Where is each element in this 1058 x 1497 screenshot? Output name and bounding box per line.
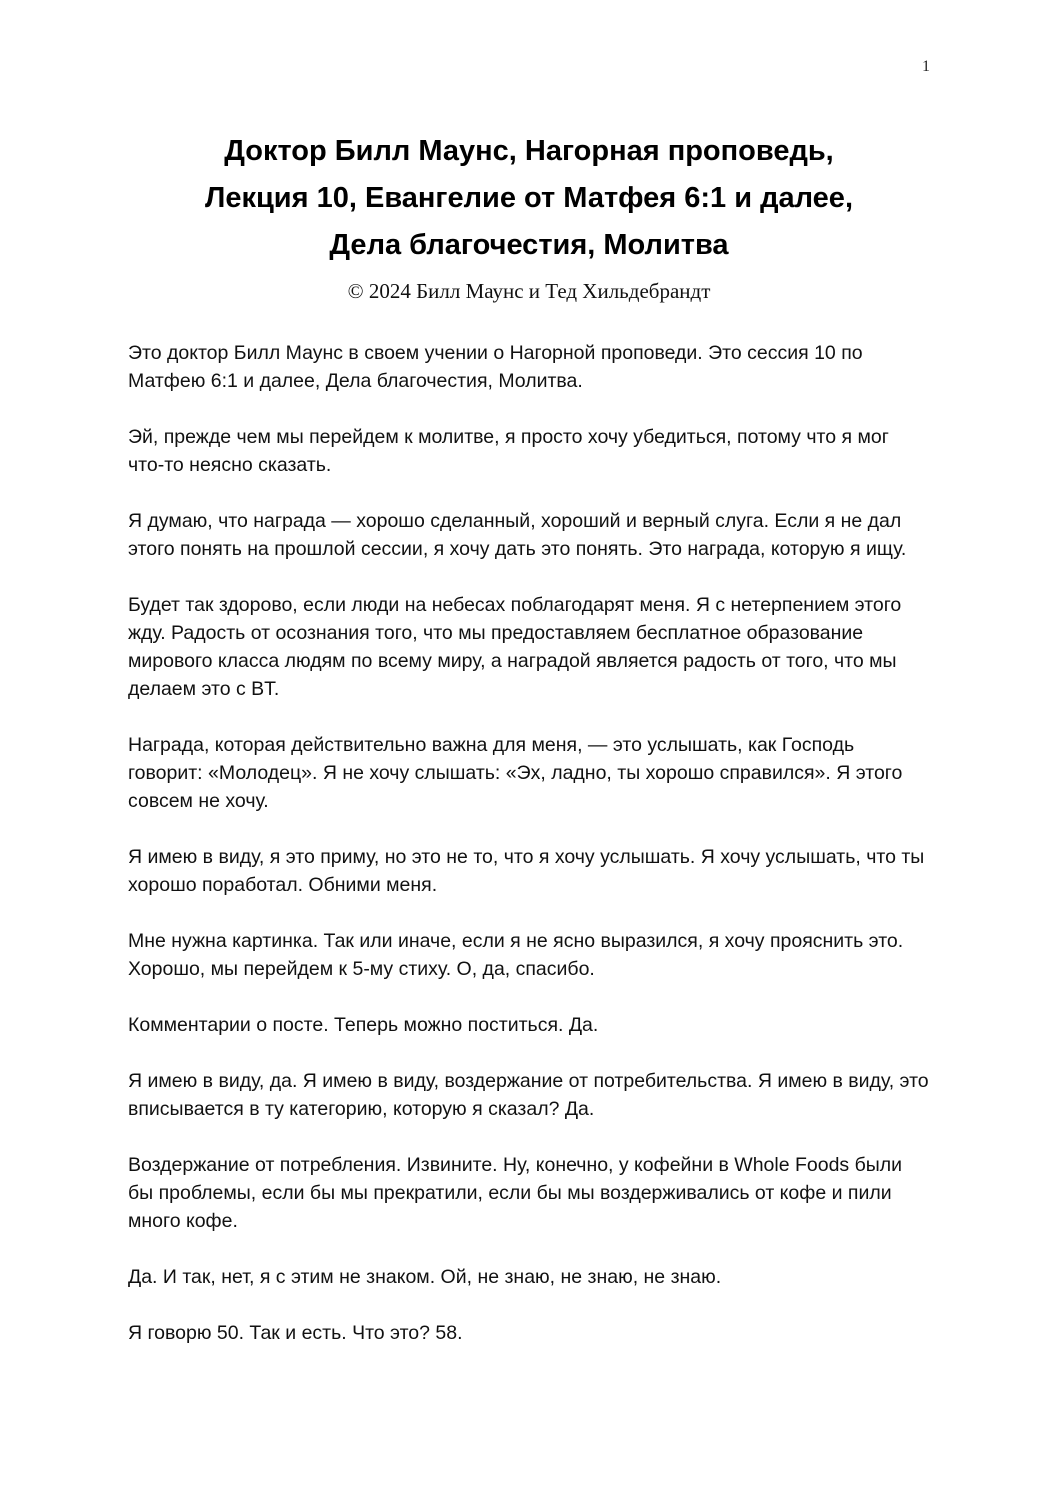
title-line-2: Лекция 10, Евангелие от Матфея 6:1 и далее,: [204, 182, 853, 214]
title-line-3: Дела благочестия, Молитва: [329, 229, 729, 261]
paragraph: Комментарии о посте. Теперь можно поститься. Да.: [128, 1014, 599, 1036]
paragraph: Я имею в виду, да. Я имею в виду, воздержание от потребительства. Я имею в виду, это вписывается в ту категорию, которую я сказал? Да.: [128, 1070, 929, 1120]
paragraph: Награда, которая действительно важна для меня, — это услышать, как Господь говорит: «Молодец». Я не хочу слышать: «Эх, ладно, ты хорошо справился». Я этого совсем не хочу.: [128, 734, 903, 812]
document-title: [110, 128, 948, 269]
document-body: [128, 339, 930, 1347]
page-number: 1: [922, 58, 930, 75]
paragraph: Будет так здорово, если люди на небесах поблагодарят меня. Я с нетерпением этого жду. Радость от осознания того, что мы предоставляем бесплатное образование мирового класса людям по всему миру, а наградой является радость от того, что мы делаем это с BT.: [128, 594, 902, 700]
title-line-1: Доктор Билл Маунс, Нагорная проповедь,: [224, 135, 834, 167]
paragraph: Воздержание от потребления. Извините. Ну, конечно, у кофейни в Whole Foods были бы проблемы, если бы мы прекратили, если бы мы воздерживались от кофе и пили много кофе.: [128, 1154, 903, 1232]
paragraph: Мне нужна картинка. Так или иначе, если я не ясно выразился, я хочу прояснить это. Хорошо, мы перейдем к 5-му стиху. О, да, спасибо.: [128, 930, 904, 980]
paragraph: Эй, прежде чем мы перейдем к молитве, я просто хочу убедиться, потому что я мог что-то неясно сказать.: [128, 426, 889, 476]
paragraph: Я думаю, что награда — хорошо сделанный, хороший и верный слуга. Если я не дал этого понять на прошлой сессии, я хочу дать это понять. Это награда, которую я ищу.: [128, 510, 907, 560]
paragraph: Это доктор Билл Маунс в своем учении о Нагорной проповеди. Это сессия 10 по Матфею 6:1 и далее, Дела благочестия, Молитва.: [128, 342, 863, 392]
paragraph: Да. И так, нет, я с этим не знаком. Ой, не знаю, не знаю, не знаю.: [128, 1266, 722, 1288]
copyright-line: © 2024 Билл Маунс и Тед Хильдебрандт: [347, 279, 711, 303]
paragraph: Я говорю 50. Так и есть. Что это? 58.: [128, 1322, 463, 1344]
paragraph: Я имею в виду, я это приму, но это не то, что я хочу услышать. Я хочу услышать, что ты хорошо поработал. Обними меня.: [128, 846, 925, 896]
